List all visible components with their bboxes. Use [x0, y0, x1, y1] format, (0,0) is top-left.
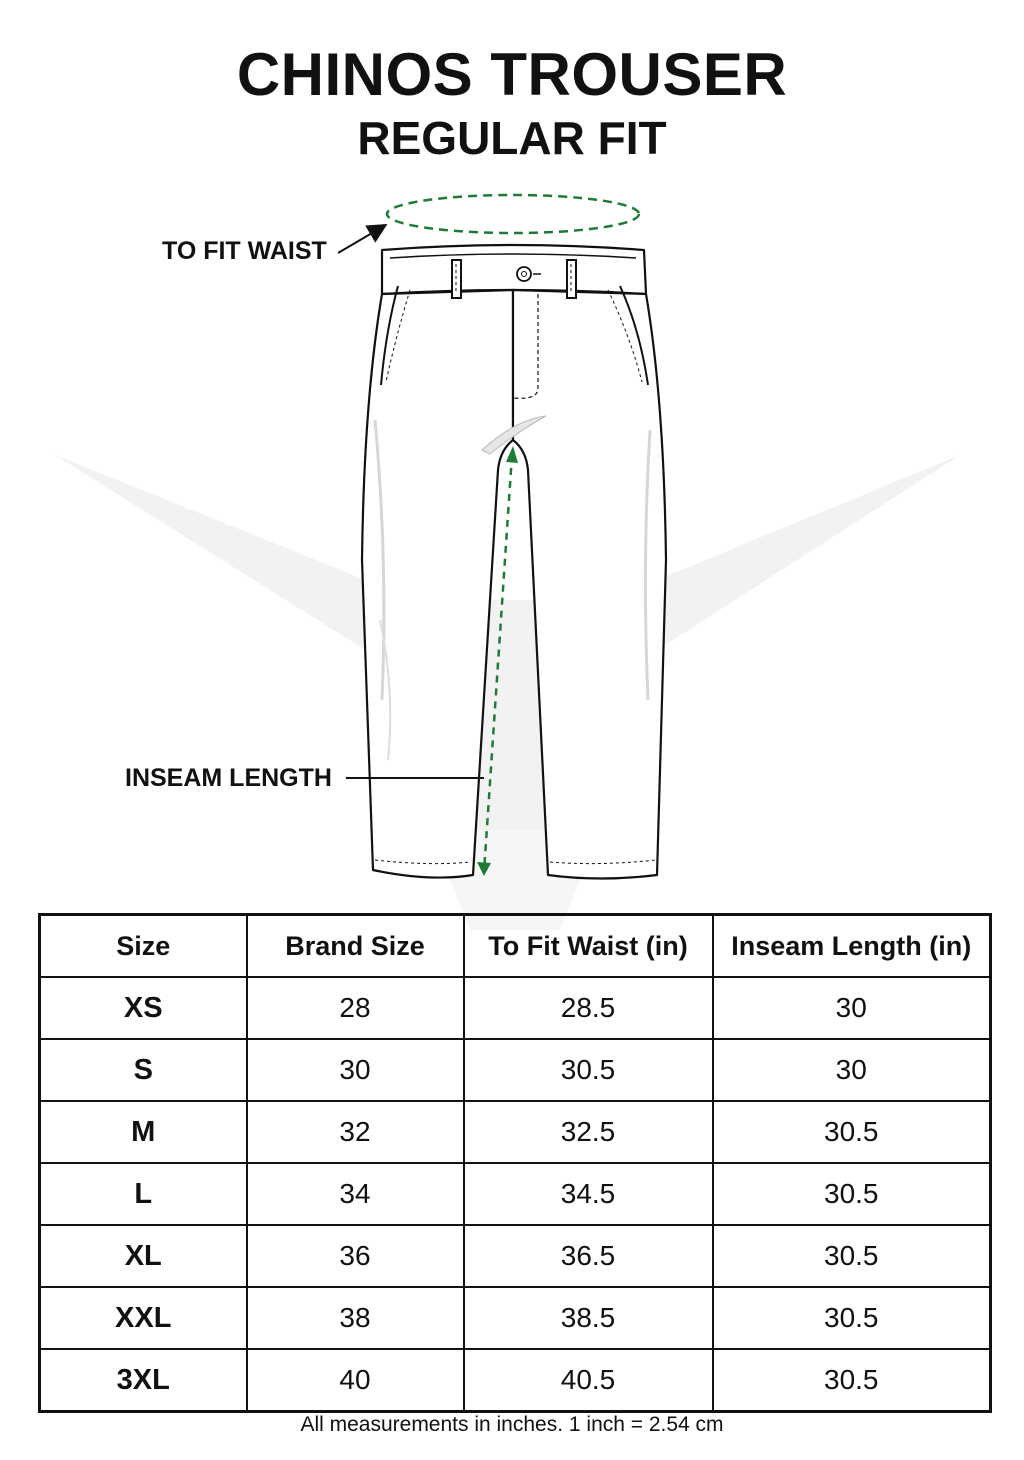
waist-cell: 32.5 [464, 1101, 713, 1163]
inseam-cell: 30.5 [713, 1163, 991, 1225]
inseam-cell: 30 [713, 1039, 991, 1101]
table-row [40, 1349, 991, 1412]
header-inseam: Inseam Length (in) [713, 915, 991, 978]
waist-button [517, 267, 531, 281]
measurement-footnote: All measurements in inches. 1 inch = 2.54 cm [300, 1413, 724, 1436]
table-row [40, 1287, 991, 1349]
brand-size-cell: 28 [247, 977, 464, 1039]
waist-callout-label: TO FIT WAIST [162, 237, 327, 265]
size-cell: XS [40, 977, 247, 1039]
inseam-arrow-top [506, 446, 518, 463]
waist-cell: 38.5 [464, 1287, 713, 1349]
right-leg [513, 290, 666, 879]
table-row [40, 977, 991, 1039]
table-row [40, 1225, 991, 1287]
inseam-arrow-bottom [477, 862, 491, 876]
table-row [40, 1163, 991, 1225]
inseam-cell: 30 [713, 977, 991, 1039]
brand-size-cell: 30 [247, 1039, 464, 1101]
trouser-diagram [0, 180, 1024, 900]
waist-cell: 34.5 [464, 1163, 713, 1225]
size-cell: XXL [40, 1287, 247, 1349]
waist-measure-ellipse [387, 195, 639, 233]
brand-size-cell: 34 [247, 1163, 464, 1225]
inseam-cell: 30.5 [713, 1101, 991, 1163]
page-subtitle: REGULAR FIT [357, 112, 667, 164]
waist-cell: 28.5 [464, 977, 713, 1039]
header-size: Size [40, 915, 247, 978]
header-brand-size: Brand Size [247, 915, 464, 978]
brand-size-cell: 32 [247, 1101, 464, 1163]
inseam-cell: 30.5 [713, 1287, 991, 1349]
size-cell: M [40, 1101, 247, 1163]
waistband [382, 245, 646, 294]
table-header-row [40, 915, 991, 978]
size-chart-table [38, 913, 992, 1413]
table-row [40, 1039, 991, 1101]
size-cell: L [40, 1163, 247, 1225]
waist-cell: 36.5 [464, 1225, 713, 1287]
header-waist: To Fit Waist (in) [464, 915, 713, 978]
table-row [40, 1101, 991, 1163]
brand-size-cell: 36 [247, 1225, 464, 1287]
size-cell: XL [40, 1225, 247, 1287]
waist-cell: 40.5 [464, 1349, 713, 1412]
waist-cell: 30.5 [464, 1039, 713, 1101]
inseam-cell: 30.5 [713, 1349, 991, 1412]
waist-callout-arrow [338, 226, 384, 253]
size-cell: S [40, 1039, 247, 1101]
size-cell: 3XL [40, 1349, 247, 1412]
brand-size-cell: 40 [247, 1349, 464, 1412]
inseam-cell: 30.5 [713, 1225, 991, 1287]
inseam-callout-label: INSEAM LENGTH [125, 764, 332, 792]
page-title: CHINOS TROUSER [236, 41, 788, 108]
brand-size-cell: 38 [247, 1287, 464, 1349]
